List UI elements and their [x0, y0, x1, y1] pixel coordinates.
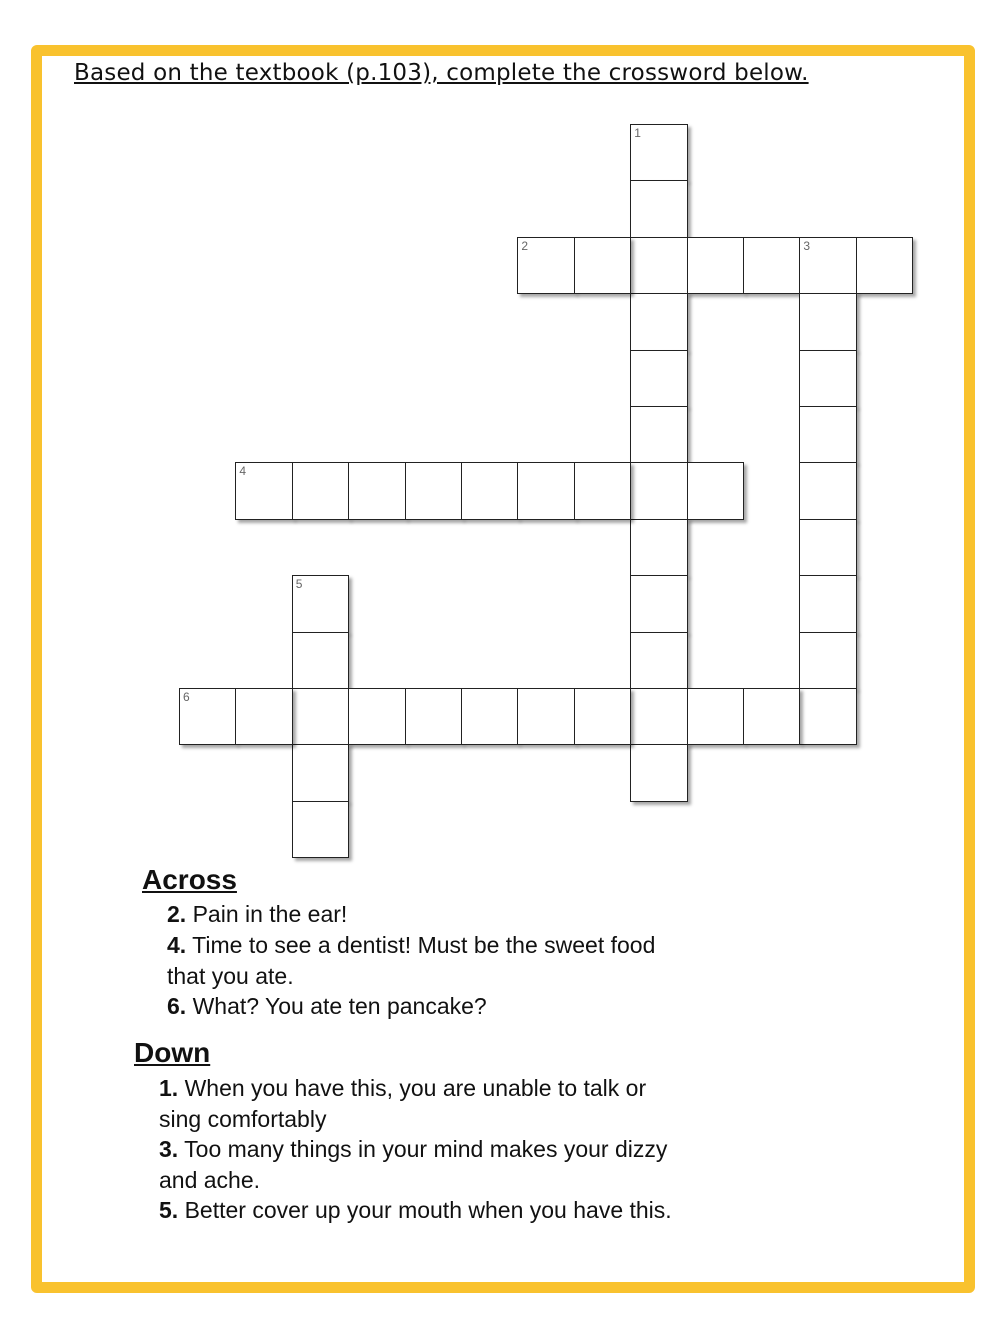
- clue-number-label: 1: [634, 126, 641, 140]
- crossword-cell[interactable]: [574, 462, 631, 519]
- crossword-cell[interactable]: [799, 237, 856, 294]
- crossword-cell[interactable]: [292, 632, 349, 689]
- clue-number: 2.: [167, 901, 187, 927]
- crossword-cell[interactable]: [630, 519, 687, 576]
- clue-number: 6.: [167, 993, 187, 1019]
- crossword-cell[interactable]: [799, 575, 856, 632]
- crossword-cell[interactable]: [799, 462, 856, 519]
- crossword-cell[interactable]: [292, 688, 349, 745]
- crossword-cell[interactable]: [461, 462, 518, 519]
- crossword-cell[interactable]: [799, 406, 856, 463]
- clue-text: When you have this, you are unable to talk or: [184, 1075, 647, 1101]
- crossword-cell[interactable]: [517, 462, 574, 519]
- clue-across-2: [167, 899, 347, 930]
- crossword-cell[interactable]: [630, 744, 687, 801]
- clue-number: 3.: [159, 1136, 179, 1162]
- crossword-cell[interactable]: [630, 632, 687, 689]
- crossword-cell[interactable]: [687, 462, 744, 519]
- crossword-cell[interactable]: [799, 632, 856, 689]
- clue-number: 4.: [167, 932, 187, 958]
- clue-number-label: 6: [183, 690, 190, 704]
- crossword-cell[interactable]: [574, 688, 631, 745]
- clue-number-label: 2: [521, 238, 529, 253]
- clue-text-continued: sing comfortably: [159, 1106, 327, 1132]
- clue-text: Time to see a dentist! Must be the sweet food: [192, 932, 656, 958]
- crossword-cell[interactable]: [630, 575, 687, 632]
- crossword-cell[interactable]: [574, 237, 631, 294]
- crossword-cell[interactable]: [630, 462, 687, 519]
- crossword-cell[interactable]: [630, 180, 687, 237]
- crossword-cell[interactable]: [405, 688, 462, 745]
- clue-text: What? You ate ten pancake?: [192, 993, 487, 1019]
- crossword-cell[interactable]: [461, 688, 518, 745]
- crossword-cell[interactable]: [348, 688, 405, 745]
- crossword-cell[interactable]: [517, 237, 574, 294]
- across-heading: Across: [142, 864, 237, 895]
- clue-text-continued: and ache.: [159, 1167, 261, 1193]
- crossword-cell[interactable]: [179, 688, 236, 745]
- crossword-cell[interactable]: [235, 462, 292, 519]
- clue-text-continued: that you ate.: [167, 963, 294, 989]
- crossword-cell[interactable]: [743, 688, 800, 745]
- crossword-cell[interactable]: [292, 575, 349, 632]
- crossword-cell[interactable]: [292, 462, 349, 519]
- clue-text: Pain in the ear!: [192, 901, 348, 927]
- crossword-cell[interactable]: [743, 237, 800, 294]
- crossword-cell[interactable]: [799, 293, 856, 350]
- crossword-cell[interactable]: [630, 688, 687, 745]
- clue-number: 1.: [159, 1075, 179, 1101]
- crossword-cell[interactable]: [630, 124, 687, 181]
- clue-down-1: [159, 1073, 646, 1135]
- crossword-cell[interactable]: [235, 688, 292, 745]
- crossword-cell[interactable]: [799, 519, 856, 576]
- clue-across-6: [167, 991, 487, 1022]
- clue-down-5: [159, 1195, 672, 1226]
- clue-number-label: 3: [803, 238, 811, 253]
- crossword-cell[interactable]: [630, 350, 687, 407]
- crossword-cell[interactable]: [292, 744, 349, 801]
- clue-number-label: 4: [239, 464, 247, 479]
- crossword-cell[interactable]: [630, 293, 687, 350]
- crossword-cell[interactable]: [517, 688, 574, 745]
- clue-text: Better cover up your mouth when you have this.: [184, 1197, 672, 1223]
- crossword-cell[interactable]: [799, 688, 856, 745]
- crossword-cell[interactable]: [856, 237, 913, 294]
- crossword-cell[interactable]: [799, 350, 856, 407]
- crossword-cell[interactable]: [348, 462, 405, 519]
- instruction-text: Based on the textbook (p.103), complete the crossword below.: [74, 60, 809, 86]
- clue-text: Too many things in your mind makes your dizzy: [184, 1136, 668, 1162]
- clue-across-4: [167, 930, 655, 992]
- crossword-cell[interactable]: [405, 462, 462, 519]
- clue-down-3: [159, 1134, 667, 1196]
- clue-number: 5.: [159, 1197, 179, 1223]
- crossword-cell[interactable]: [630, 406, 687, 463]
- crossword-cell[interactable]: [292, 801, 349, 858]
- clue-number-label: 5: [295, 577, 303, 592]
- crossword-cell[interactable]: [687, 237, 744, 294]
- down-heading: Down: [134, 1037, 211, 1068]
- crossword-cell[interactable]: [630, 237, 687, 294]
- crossword-cell[interactable]: [687, 688, 744, 745]
